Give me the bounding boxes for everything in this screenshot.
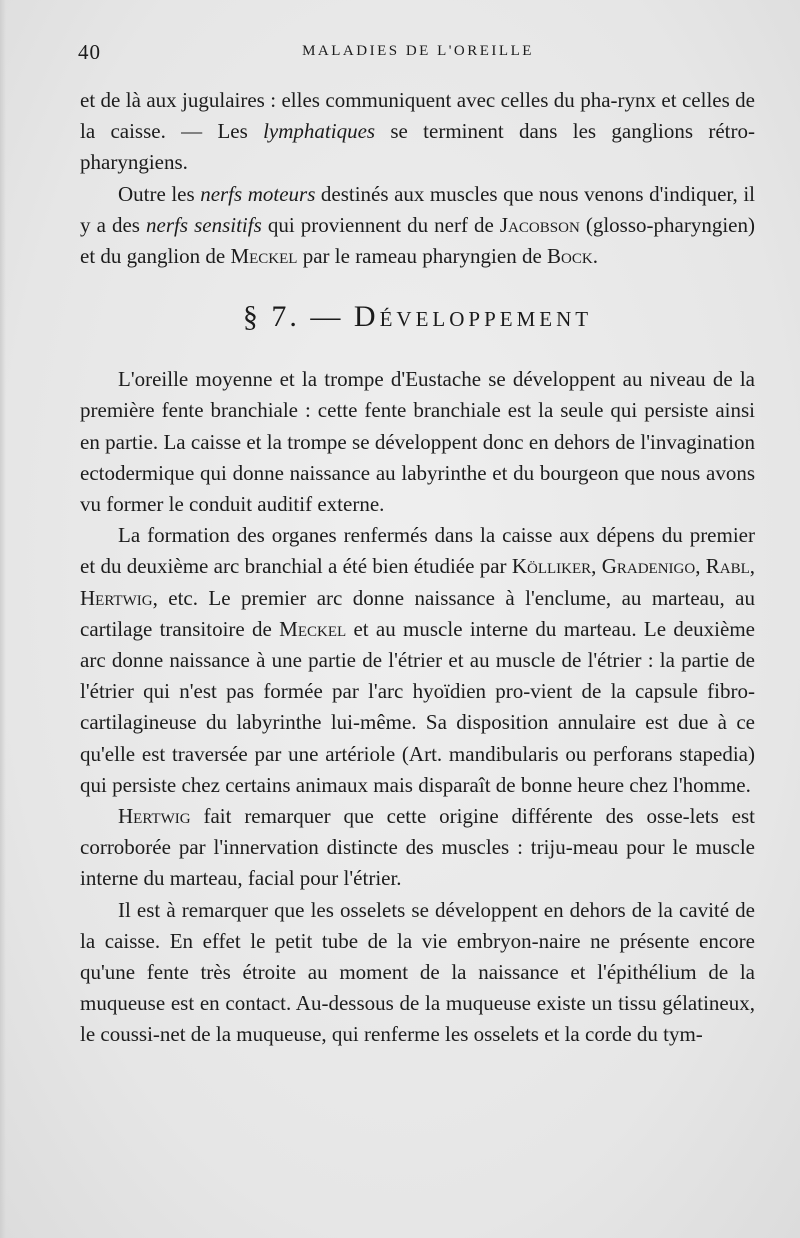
italic-term: nerfs moteurs: [200, 181, 316, 206]
text-run: (glosso-pharyngien) et du ganglion de: [80, 212, 755, 269]
author-name: Bock: [547, 244, 593, 269]
author-name: Hertwig: [80, 585, 153, 610]
text-run: .: [592, 244, 598, 269]
author-name: Kölliker: [511, 554, 592, 579]
author-name: Rabl: [705, 554, 750, 579]
page-header: [78, 40, 758, 66]
text-run: fait remarquer que cette origine différente des osse-lets est corroborée par l'innervation distincte des muscles : triju-meau pour le muscle interne du marteau, facial pour l'étrier.: [80, 804, 755, 891]
text-run: et au muscle interne du marteau. Le deuxième arc donne naissance à une partie de l'étrier et au muscle de l'étrier : la partie de l'étrier qui n'est pas formée par l'arc hyoïdien pro-vient de la capsule fibro-cartilagineuse du labyrinthe lui-même. Sa disposition annulaire est due à ce qu'elle est traversée par une artériole (Art. mandibularis ou perforans stapedia) qui persiste chez certains animaux mais disparaît de bonne heure chez l'homme.: [80, 616, 755, 797]
running-title: MALADIES DE L'OREILLE: [302, 43, 534, 59]
text-run: , etc. Le premier arc donne naissance à l'enclume, au marteau, au cartilage transitoire de: [80, 585, 755, 641]
author-name: Meckel: [279, 616, 347, 641]
section-title: Développement: [353, 300, 593, 334]
author-name: Jacobson: [499, 212, 580, 237]
text-run: et de là aux jugulaires : elles communiquent avec celles du pha-rynx et celles de la caisse. — Les: [80, 88, 755, 144]
paragraph-development: L'oreille moyenne et la trompe d'Eustache se développent au niveau de la première fente branchiale : cette fente branchiale est la seule qui persiste ainsi en partie. La caisse et la trompe se développent donc en dehors de l'invagination ectodermique qui donne naissance au labyrinthe et du bourgeon que nous avons vu former le conduit auditif externe.: [80, 367, 755, 517]
paragraph-hertwig: [80, 801, 755, 895]
text-run: ,: [591, 554, 602, 579]
text-run: ,: [695, 554, 706, 579]
text-run: Outre les: [118, 181, 201, 206]
text-run: ,: [749, 554, 756, 579]
section-heading: [80, 296, 755, 338]
section-number: § 7. —: [242, 300, 344, 334]
body-text: [80, 85, 755, 1051]
italic-term: lymphatiques: [263, 119, 376, 144]
paragraph-ossicles: Il est à remarquer que les osselets se développent en dehors de la cavité de la caisse. En effet le petit tube de la vie embryon-naire ne présente encore qu'une fente très étroite au moment de la naissance et l'épithélium de la muqueuse est en contact. Au-dessous de la muqueuse existe un tissu gélatineux, le coussi-net de la muqueuse, qui renferme les osselets et la corde du tym-: [80, 897, 755, 1047]
text-run: La formation des organes renfermés dans la caisse aux dépens du premier et du deuxième arc branchial a été bien étudiée par: [80, 523, 755, 579]
paragraph-nerves: [80, 179, 755, 273]
text-run: se terminent dans les ganglions rétro-pharyngiens.: [80, 119, 755, 175]
author-name: Gradenigo: [601, 554, 696, 579]
text-run: par le rameau pharyngien de: [297, 244, 548, 269]
page-number: 40: [78, 40, 101, 64]
author-name: Hertwig: [118, 804, 191, 829]
italic-term: nerfs sensitifs: [146, 212, 262, 237]
text-run: qui proviennent du nerf de: [261, 212, 500, 237]
paragraph-formation: [80, 520, 755, 801]
paragraph-lymphatics: [80, 85, 755, 179]
author-name: Meckel: [230, 244, 298, 269]
text-run: destinés aux muscles que nous venons d'indiquer, il y a des: [80, 181, 755, 237]
